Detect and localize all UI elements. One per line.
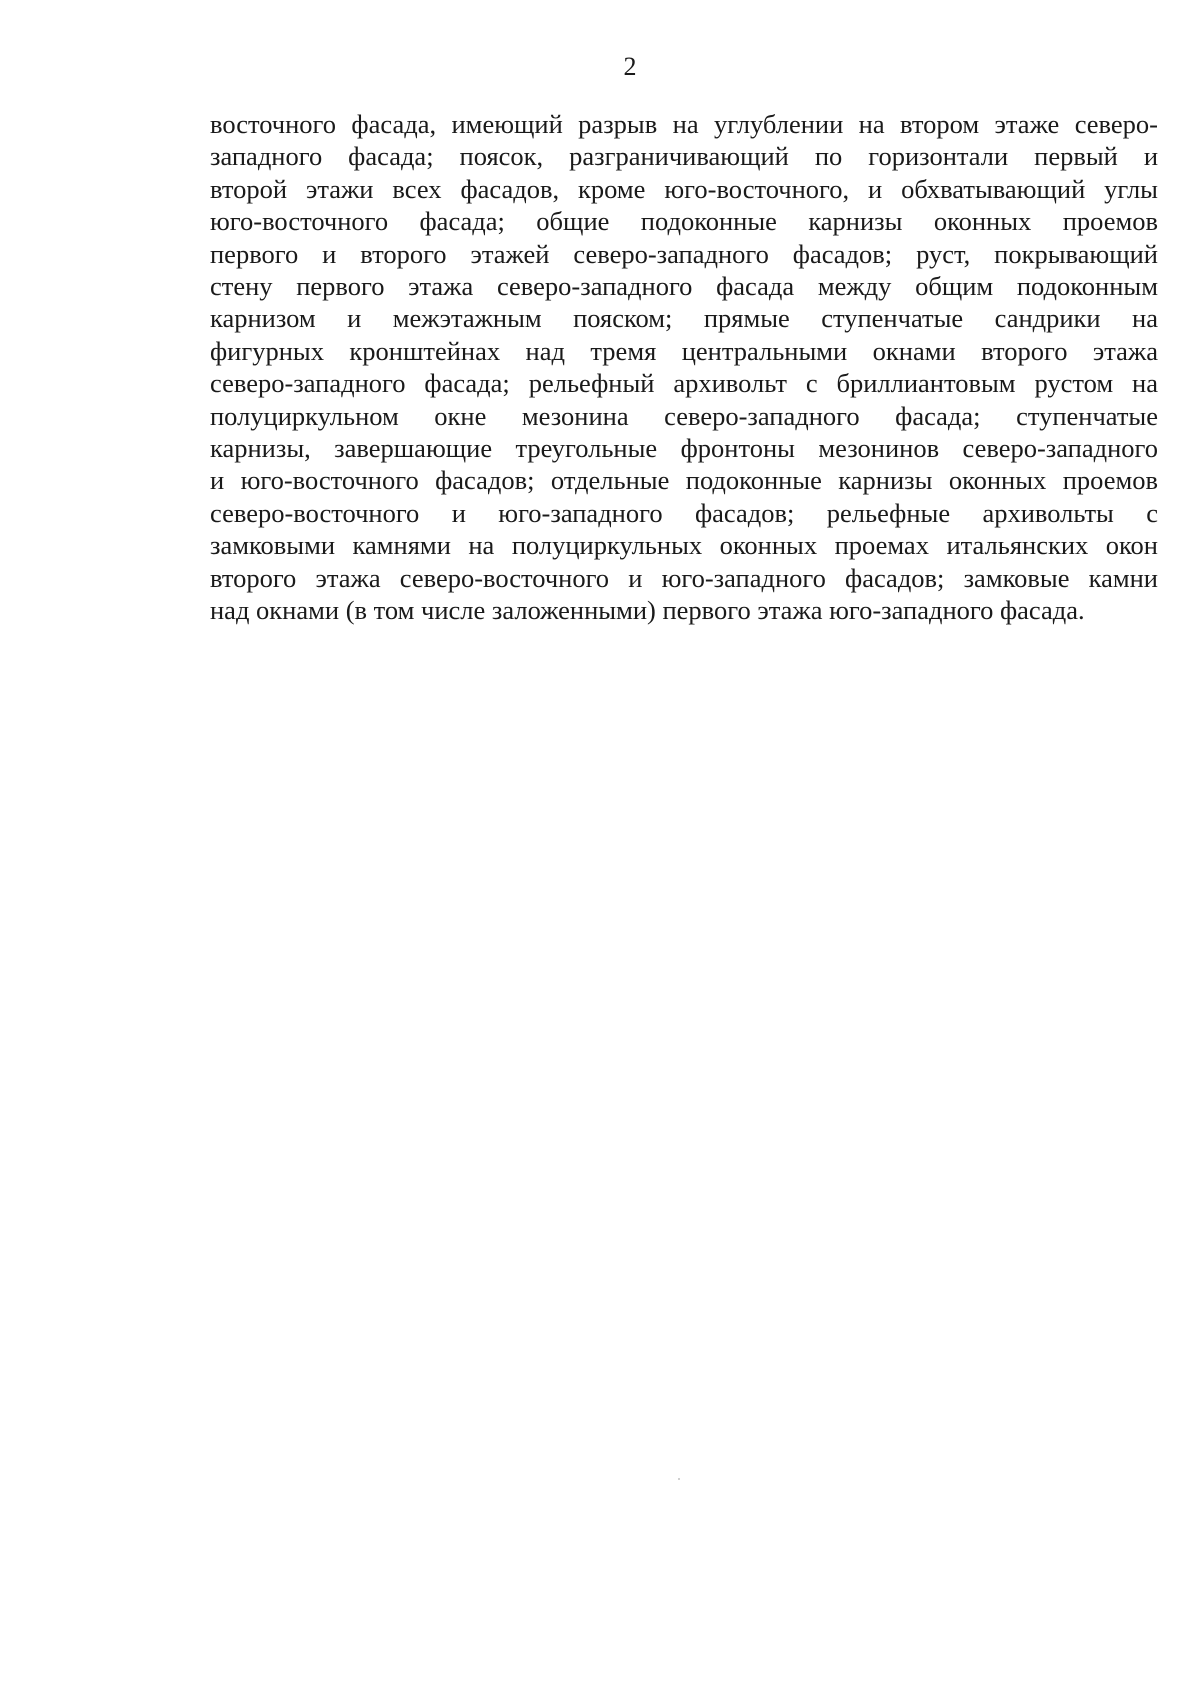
text-line: второго этажа северо-восточного и юго-западного фасадов; замковые камни — [210, 562, 1158, 593]
text-line: западного фасада; поясок, разграничивающий по горизонтали первый и — [210, 141, 1158, 172]
scan-speck — [678, 1478, 680, 1480]
text-line: северо-западного фасада; рельефный архивольт с бриллиантовым рустом на — [210, 368, 1158, 399]
text-line: юго-восточного фасада; общие подоконные карнизы оконных проемов — [210, 206, 1158, 237]
text-line: фигурных кронштейнах над тремя центральными окнами второго этажа — [210, 335, 1158, 366]
body-paragraph — [210, 108, 1158, 627]
text-line: карнизы, завершающие треугольные фронтоны мезонинов северо-западного — [210, 433, 1158, 464]
text-line: карнизом и межэтажным пояском; прямые ступенчатые сандрики на — [210, 303, 1158, 334]
page-number: 2 — [623, 52, 637, 81]
text-line: замковыми камнями на полуциркульных оконных проемах итальянских окон — [210, 530, 1158, 561]
text-line: северо-восточного и юго-западного фасадов; рельефные архивольты с — [210, 497, 1158, 528]
text-line: полуциркульном окне мезонина северо-западного фасада; ступенчатые — [210, 400, 1158, 431]
text-line: восточного фасада, имеющий разрыв на углублении на втором этаже северо- — [210, 109, 1158, 139]
text-line: стену первого этажа северо-западного фасада между общим подоконным — [210, 271, 1158, 302]
text-line: и юго-восточного фасадов; отдельные подоконные карнизы оконных проемов — [210, 465, 1158, 496]
text-line: первого и второго этажей северо-западного фасадов; руст, покрывающий — [210, 238, 1158, 269]
text-line: второй этажи всех фасадов, кроме юго-восточного, и обхватывающий углы — [210, 173, 1158, 204]
text-line: над окнами (в том числе заложенными) первого этажа юго-западного фасада. — [210, 595, 1085, 626]
